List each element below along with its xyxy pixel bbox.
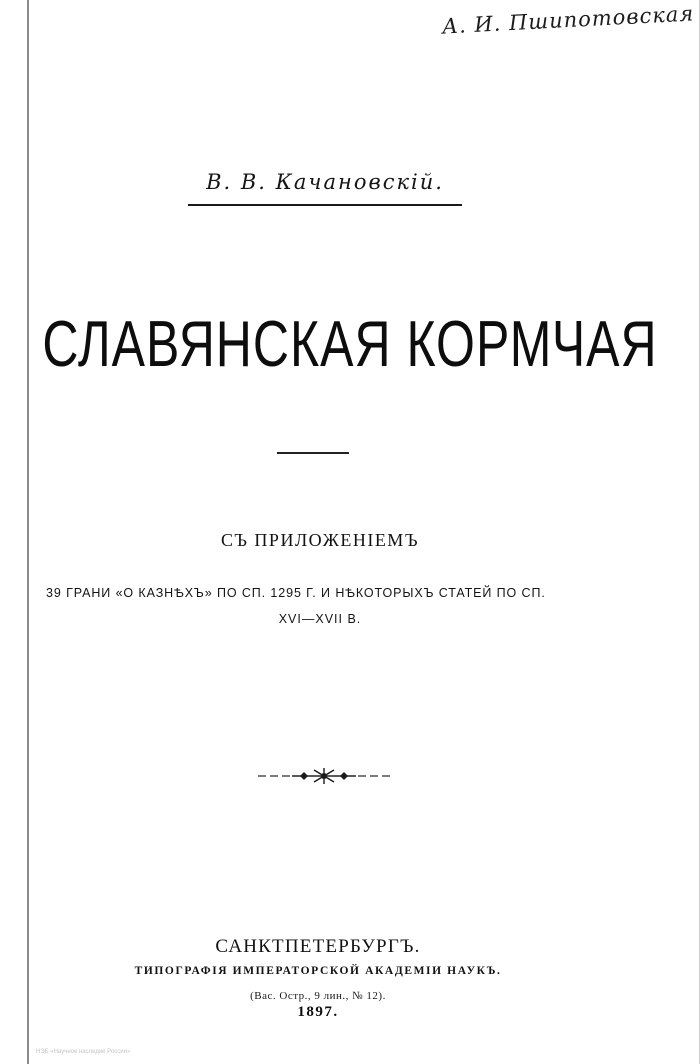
author-name: В. В. Качановскій. [206,170,444,194]
supplement-description: 39 ГРАНИ «О КАЗНѢХЪ» ПО СП. 1295 Г. И НѢКОТОРЫХЪ СТАТЕЙ ПО СП. [46,586,546,600]
ornament-divider [258,766,390,786]
author-underline [188,204,462,206]
imprint-address: (Вас. Остр., 9 лин., № 12). [250,990,386,1002]
book-title: СЛАВЯНСКАЯ КОРМЧАЯ [42,307,658,381]
supplement-heading: СЪ ПРИЛОЖЕНІЕМЪ [220,530,420,550]
handwritten-inscription: А. И. Пшипотовская [441,1,695,39]
library-watermark: НЭБ «Научное наследие России» [36,1049,131,1055]
imprint-printer: ТИПОГРАФІЯ ИМПЕРАТОРСКОЙ АКАДЕМІИ НАУКЪ. [134,965,502,977]
title-divider [277,452,349,454]
imprint-city: САНКТПЕТЕРБУРГЪ. [215,936,421,957]
supplement-centuries: XVI—XVII В. [278,612,362,626]
author-block [188,170,462,206]
imprint-year: 1897. [297,1004,339,1020]
